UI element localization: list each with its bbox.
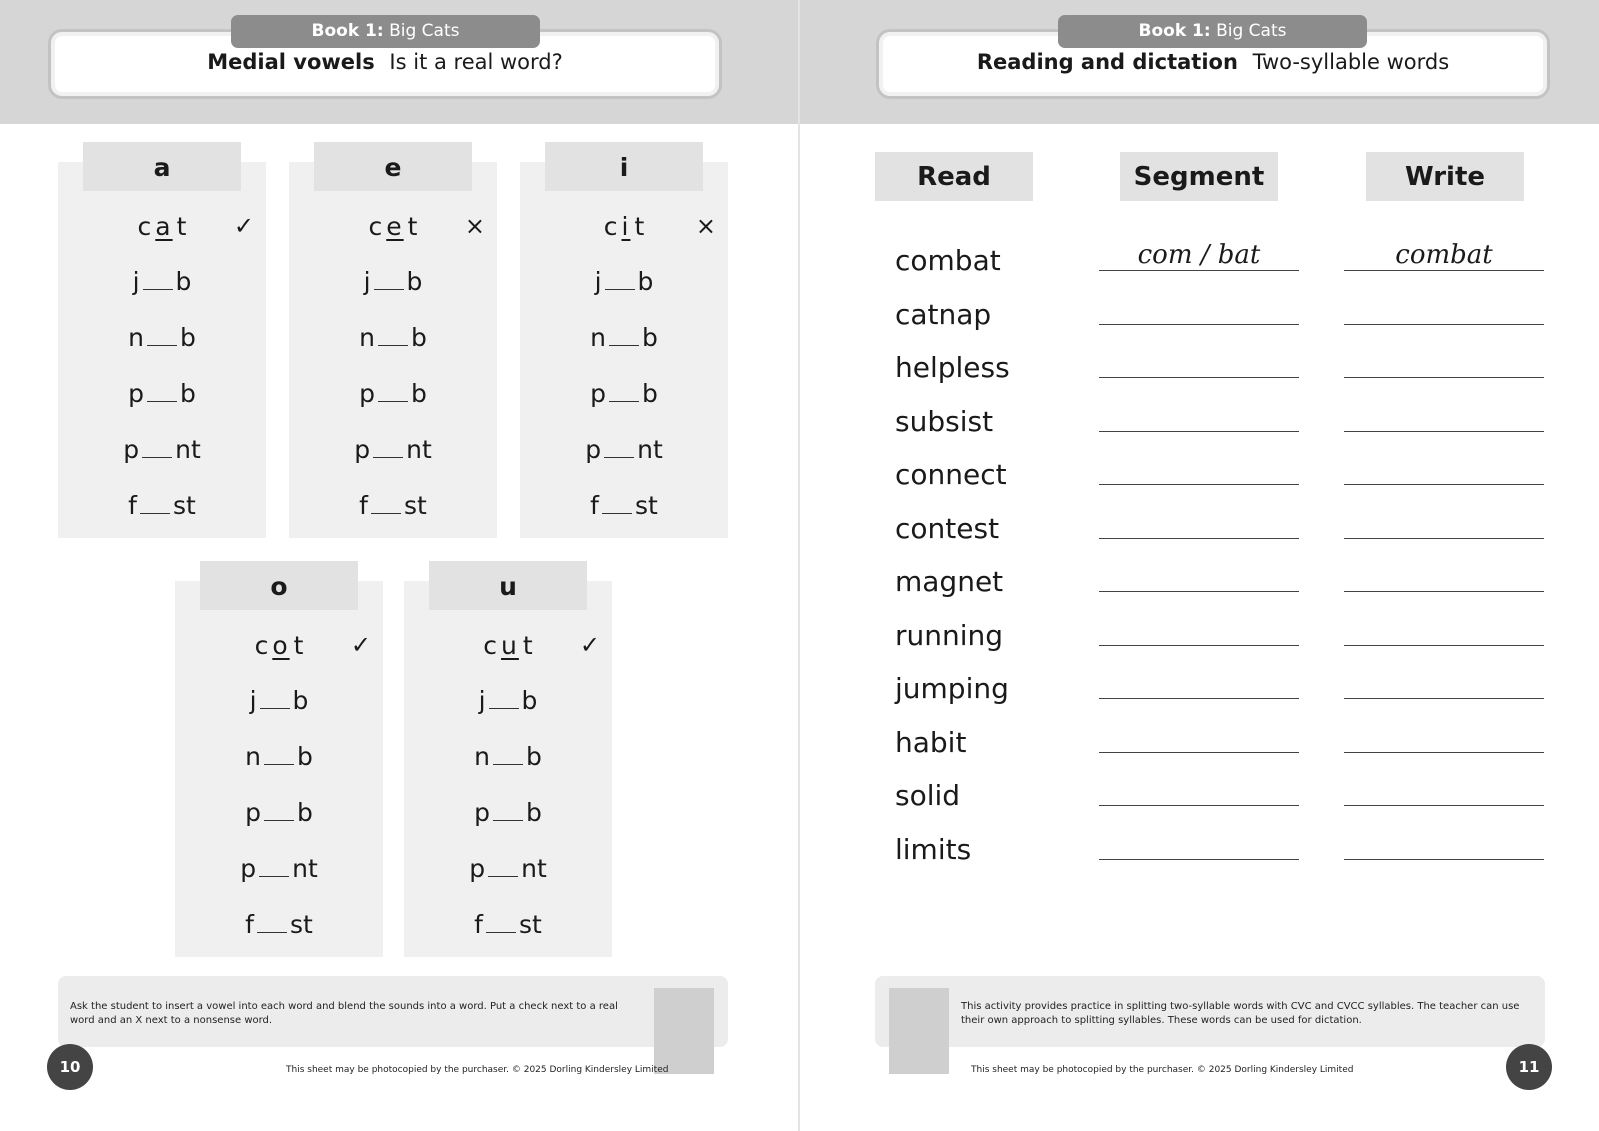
blank-word <box>58 267 266 296</box>
blank-word-row <box>404 798 612 838</box>
example-row <box>520 212 728 252</box>
write-line[interactable] <box>1344 270 1544 271</box>
vowel-blank[interactable] <box>264 801 294 821</box>
left-instruction-box <box>58 976 728 1047</box>
segment-line[interactable] <box>1099 591 1299 592</box>
left-title-bold: Medial vowels <box>207 50 375 74</box>
read-word: connect <box>895 458 1007 491</box>
segment-line[interactable] <box>1099 377 1299 378</box>
blank-word <box>289 267 497 296</box>
blank-word <box>520 435 728 464</box>
vowel-blank[interactable] <box>140 494 170 514</box>
blank-word-end: b <box>292 686 309 715</box>
blank-word-start: f <box>590 491 599 520</box>
blank-word-row <box>520 267 728 307</box>
left-note-image <box>654 988 714 1074</box>
blank-word <box>404 686 612 715</box>
blank-word-start: p <box>354 435 371 464</box>
blank-word-row <box>289 267 497 307</box>
check-mark-icon: ✓ <box>233 212 254 240</box>
blank-word-row <box>520 491 728 531</box>
blank-word-end: nt <box>637 435 663 464</box>
page-number-left: 10 <box>47 1044 93 1090</box>
blank-word-end: b <box>521 686 538 715</box>
blank-word-start: p <box>128 379 144 408</box>
vowel-blank[interactable] <box>493 745 523 765</box>
right-book-label: Book 1: <box>1138 21 1211 41</box>
read-word: magnet <box>895 565 1004 598</box>
vowel-blank[interactable] <box>605 270 635 290</box>
right-book-tab <box>1058 15 1367 48</box>
blank-word-row <box>404 854 612 894</box>
segment-line[interactable] <box>1099 431 1299 432</box>
blank-word-row <box>289 323 497 363</box>
blank-word <box>175 742 383 771</box>
blank-word-row <box>175 686 383 726</box>
write-line[interactable] <box>1344 698 1544 699</box>
blank-word-start: n <box>359 323 375 352</box>
write-line[interactable] <box>1344 484 1544 485</box>
read-word: contest <box>895 511 1000 545</box>
example-word-vowel: e <box>386 212 404 241</box>
example-word-start: c <box>368 212 383 241</box>
blank-word-start: p <box>240 854 257 883</box>
read-word: jumping <box>895 672 1009 705</box>
blank-word-row <box>404 742 612 782</box>
blank-word-end: b <box>296 742 313 771</box>
vowel-blank[interactable] <box>374 270 404 290</box>
read-word: combat <box>895 244 1001 277</box>
blank-word-end: b <box>406 267 423 296</box>
vowel-blank[interactable] <box>143 270 173 290</box>
blank-word-row <box>289 379 497 419</box>
blank-word-start: f <box>245 910 254 939</box>
blank-word-row <box>175 910 383 950</box>
blank-word-start: p <box>245 798 261 827</box>
vowel-card-header: a <box>83 142 241 191</box>
blank-word-end: b <box>411 379 427 408</box>
blank-word-start: n <box>590 323 606 352</box>
segment-line[interactable] <box>1099 270 1299 271</box>
right-instruction-text: This activity provides practice in splitting two-syllable words with CVC and CVCC syllables. The teacher can use their own approach to splitting syllables. These words can be used for dictation. <box>961 1001 1520 1026</box>
blank-word-start: j <box>478 686 486 715</box>
example-word-start: c <box>137 212 152 241</box>
vowel-blank[interactable] <box>259 857 289 877</box>
right-title-rest: Two-syllable words <box>1252 50 1450 74</box>
example-word-vowel: u <box>501 631 519 660</box>
column-segment: Segment <box>1120 152 1278 201</box>
vowel-blank[interactable] <box>604 438 634 458</box>
example-segment: com / bat <box>1137 240 1261 270</box>
blank-word-row <box>175 854 383 894</box>
right-book-name: Big Cats <box>1216 21 1287 41</box>
vowel-card-header: o <box>200 561 358 610</box>
left-page-title <box>51 50 719 74</box>
blank-word-start: j <box>594 267 602 296</box>
vowel-blank[interactable] <box>493 801 523 821</box>
vowel-blank[interactable] <box>488 857 518 877</box>
vowel-blank[interactable] <box>264 745 294 765</box>
blank-word-start: p <box>585 435 602 464</box>
vowel-blank[interactable] <box>486 913 516 933</box>
blank-word-end: nt <box>521 854 547 883</box>
blank-word <box>58 323 266 352</box>
write-line[interactable] <box>1344 377 1544 378</box>
blank-word <box>175 854 383 883</box>
write-line[interactable] <box>1344 752 1544 753</box>
blank-word-start: f <box>359 491 368 520</box>
blank-word-row <box>58 267 266 307</box>
blank-word-start: j <box>249 686 257 715</box>
blank-word-end: st <box>518 910 542 939</box>
blank-word-start: f <box>474 910 483 939</box>
vowel-card-header: i <box>545 142 703 191</box>
write-line[interactable] <box>1344 591 1544 592</box>
vowel-blank[interactable] <box>147 382 177 402</box>
example-row <box>58 212 266 252</box>
blank-word-start: n <box>245 742 261 771</box>
segment-line[interactable] <box>1099 645 1299 646</box>
blank-word-end: nt <box>406 435 432 464</box>
blank-word-end: b <box>179 323 196 352</box>
blank-word-end: b <box>175 267 192 296</box>
vowel-blank[interactable] <box>489 689 519 709</box>
blank-word-start: p <box>474 798 490 827</box>
write-line[interactable] <box>1344 324 1544 325</box>
write-line[interactable] <box>1344 538 1544 539</box>
blank-word-end: b <box>297 798 313 827</box>
page-number-right: 11 <box>1506 1044 1552 1090</box>
write-line[interactable] <box>1344 859 1544 860</box>
example-word-vowel: o <box>272 631 290 660</box>
vowel-blank[interactable] <box>609 382 639 402</box>
read-word: habit <box>895 725 967 759</box>
blank-word-row <box>520 323 728 363</box>
blank-word <box>289 323 497 352</box>
write-line[interactable] <box>1344 431 1544 432</box>
vowel-blank[interactable] <box>260 689 290 709</box>
segment-line[interactable] <box>1099 484 1299 485</box>
blank-word-end: st <box>289 910 313 939</box>
blank-word-start: p <box>590 379 606 408</box>
blank-word-end: b <box>637 267 654 296</box>
vowel-blank[interactable] <box>257 913 287 933</box>
example-word-vowel: i <box>621 212 631 241</box>
blank-word-end: nt <box>175 435 201 464</box>
right-copyright: This sheet may be photocopied by the purchaser. © 2025 Dorling Kindersley Limited <box>971 1065 1354 1075</box>
blank-word-row <box>404 910 612 950</box>
blank-word-start: p <box>359 379 375 408</box>
blank-word <box>58 379 266 408</box>
blank-word <box>404 910 612 939</box>
example-row <box>175 631 383 671</box>
example-row <box>289 212 497 252</box>
blank-word-start: p <box>123 435 140 464</box>
blank-word-end: b <box>641 323 658 352</box>
right-note-image <box>889 988 949 1074</box>
blank-word-row <box>58 491 266 531</box>
check-mark-icon: ✓ <box>579 631 600 659</box>
example-word-end: t <box>407 212 418 241</box>
blank-word <box>520 491 728 520</box>
blank-word-start: j <box>363 267 371 296</box>
blank-word-end: b <box>642 379 658 408</box>
left-copyright: This sheet may be photocopied by the purchaser. © 2025 Dorling Kindersley Limited <box>286 1065 669 1075</box>
read-word: subsist <box>895 404 994 438</box>
blank-word-row <box>289 435 497 475</box>
segment-line[interactable] <box>1099 698 1299 699</box>
vowel-blank[interactable] <box>609 326 639 346</box>
right-page-title <box>879 50 1547 74</box>
blank-word <box>175 798 383 827</box>
blank-word-start: j <box>132 267 140 296</box>
blank-word-row <box>175 798 383 838</box>
blank-word-end: st <box>172 491 196 520</box>
blank-word-end: b <box>526 798 542 827</box>
blank-word <box>175 686 383 715</box>
column-read: Read <box>875 152 1033 201</box>
example-word-start: c <box>483 631 498 660</box>
example-word-end: t <box>293 631 304 660</box>
right-title-bold: Reading and dictation <box>976 50 1238 74</box>
right-instruction-box <box>875 976 1545 1047</box>
example-word-start: c <box>603 212 618 241</box>
blank-word-end: st <box>634 491 658 520</box>
vowel-blank[interactable] <box>142 438 172 458</box>
blank-word-row <box>520 379 728 419</box>
left-instruction-text: Ask the student to insert a vowel into each word and blend the sounds into a word. Put a check next to a real word and an X next to a nonsense word. <box>70 1001 618 1026</box>
blank-word <box>58 491 266 520</box>
segment-line[interactable] <box>1099 324 1299 325</box>
example-word-end: t <box>522 631 533 660</box>
read-word: catnap <box>895 297 992 331</box>
segment-line[interactable] <box>1099 859 1299 860</box>
blank-word-row <box>289 491 497 531</box>
segment-line[interactable] <box>1099 752 1299 753</box>
read-word: solid <box>895 779 961 812</box>
blank-word <box>289 491 497 520</box>
example-word-end: t <box>176 212 187 241</box>
left-book-tab <box>231 15 540 48</box>
blank-word-row <box>58 435 266 475</box>
blank-word-row <box>58 323 266 363</box>
blank-word-start: f <box>128 491 137 520</box>
left-book-name: Big Cats <box>389 21 460 41</box>
blank-word <box>175 910 383 939</box>
blank-word-end: st <box>403 491 427 520</box>
blank-word <box>404 742 612 771</box>
blank-word <box>520 323 728 352</box>
blank-word <box>520 267 728 296</box>
blank-word-row <box>175 742 383 782</box>
blank-word <box>404 854 612 883</box>
segment-line[interactable] <box>1099 805 1299 806</box>
check-mark-icon: ✓ <box>350 631 371 659</box>
cross-mark-icon: × <box>464 212 485 240</box>
blank-word-end: b <box>410 323 427 352</box>
blank-word <box>520 379 728 408</box>
example-write: combat <box>1395 240 1493 270</box>
left-book-label: Book 1: <box>311 21 384 41</box>
blank-word-row <box>404 686 612 726</box>
vowel-blank[interactable] <box>378 382 408 402</box>
blank-word-row <box>520 435 728 475</box>
blank-word-end: b <box>180 379 196 408</box>
vowel-card-header: u <box>429 561 587 610</box>
write-line[interactable] <box>1344 645 1544 646</box>
read-word: helpless <box>895 351 1010 384</box>
example-row <box>404 631 612 671</box>
blank-word-start: n <box>128 323 144 352</box>
example-word-start: c <box>254 631 269 660</box>
blank-word-end: b <box>525 742 542 771</box>
blank-word-start: p <box>469 854 486 883</box>
blank-word <box>289 379 497 408</box>
page-spine <box>798 0 800 1131</box>
vowel-blank[interactable] <box>378 326 408 346</box>
blank-word-end: nt <box>292 854 318 883</box>
vowel-blank[interactable] <box>602 494 632 514</box>
blank-word <box>58 435 266 464</box>
vowel-blank[interactable] <box>147 326 177 346</box>
example-word-end: t <box>634 212 645 241</box>
column-write: Write <box>1366 152 1524 201</box>
left-title-rest: Is it a real word? <box>389 50 563 74</box>
vowel-blank[interactable] <box>371 494 401 514</box>
segment-line[interactable] <box>1099 538 1299 539</box>
vowel-card-header: e <box>314 142 472 191</box>
vowel-blank[interactable] <box>373 438 403 458</box>
blank-word-row <box>58 379 266 419</box>
blank-word <box>289 435 497 464</box>
read-word: running <box>895 618 1004 652</box>
blank-word <box>404 798 612 827</box>
cross-mark-icon: × <box>695 212 716 240</box>
read-word: limits <box>895 832 972 866</box>
write-line[interactable] <box>1344 805 1544 806</box>
blank-word-start: n <box>474 742 490 771</box>
example-word-vowel: a <box>155 212 173 241</box>
